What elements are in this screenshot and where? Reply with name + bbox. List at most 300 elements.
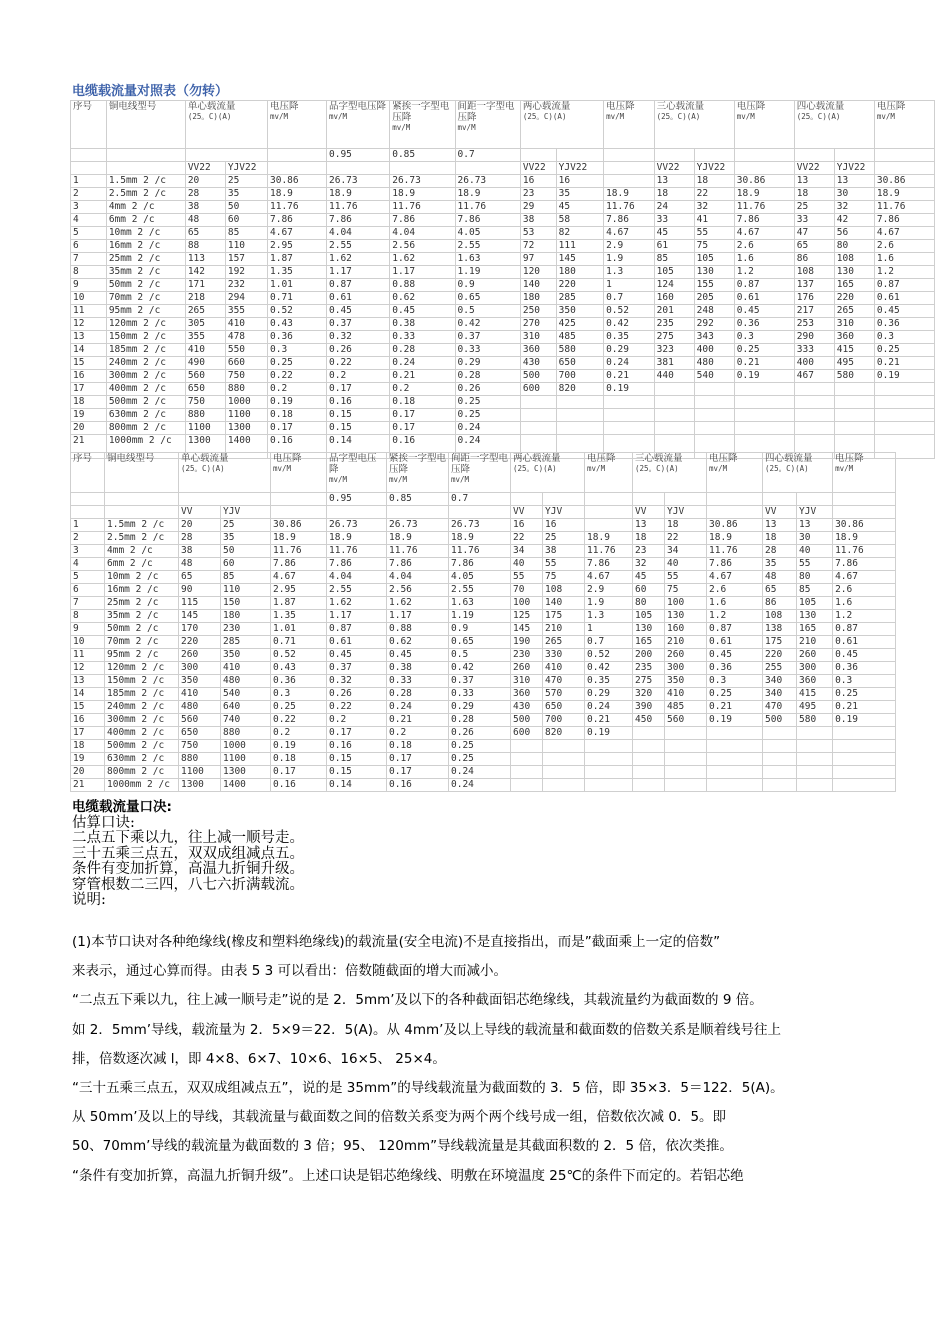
table-cell: 18.9 [833, 532, 896, 545]
table-cell: 0.25 [707, 688, 763, 701]
table-cell: 130 [633, 623, 665, 636]
table-cell: 1.63 [449, 597, 511, 610]
table-cell: 0.45 [734, 305, 794, 318]
table-cell: 11.76 [833, 545, 896, 558]
table-row [71, 279, 935, 292]
table-cell: 21 [71, 779, 105, 792]
table-cell: 185mm 2 /c [106, 344, 185, 357]
table-cell: 0.17 [327, 727, 387, 740]
table-cell: 41 [694, 214, 734, 227]
table-cell: 232 [225, 279, 267, 292]
table-cell: 30.86 [833, 519, 896, 532]
table-cell: 0.26 [327, 688, 387, 701]
table-cell: 0.95 [327, 493, 387, 506]
table-row [71, 422, 935, 435]
table-cell: 0.36 [707, 662, 763, 675]
table-cell: 3 [71, 201, 107, 214]
table-cell: 0.28 [387, 688, 449, 701]
table-cell: 50mm 2 /c [105, 623, 179, 636]
table-cell: 200 [633, 649, 665, 662]
table-cell: 0.3 [707, 675, 763, 688]
table-cell: 7.86 [327, 214, 390, 227]
table-cell: 1 [71, 175, 107, 188]
table-cell [694, 409, 734, 422]
table-cell: 820 [543, 727, 585, 740]
table-cell: 20 [71, 766, 105, 779]
table-cell: 30.86 [271, 519, 327, 532]
table-cell: 35 [221, 532, 271, 545]
table-cell [604, 409, 655, 422]
table-cell: 1.63 [455, 253, 520, 266]
table-row [71, 597, 896, 610]
table-cell: 18.9 [604, 188, 655, 201]
table-cell: 0.3 [271, 688, 327, 701]
table-cell: 140 [543, 597, 585, 610]
table-cell: 0.21 [707, 701, 763, 714]
table-cell: 115 [179, 597, 221, 610]
table-cell [763, 779, 797, 792]
table-cell: 210 [797, 636, 833, 649]
table-cell: 0.28 [449, 714, 511, 727]
table-cell: 72 [520, 240, 556, 253]
table-cell: 0.9 [455, 279, 520, 292]
table-cell: 0.26 [455, 383, 520, 396]
table-cell [707, 753, 763, 766]
table-cell: 26.73 [387, 519, 449, 532]
table-cell: 250 [520, 305, 556, 318]
header-gap: 间距一字型电压降 mv/M [449, 453, 511, 493]
table-cell: 0.85 [390, 149, 455, 162]
table-cell: 85 [654, 253, 694, 266]
header-four-vdrop: 电压降 mv/M [833, 453, 896, 493]
table-cell: 600 [511, 727, 543, 740]
table-cell: 38 [179, 545, 221, 558]
table-cell: 294 [225, 292, 267, 305]
table-cell: 560 [179, 714, 221, 727]
table-cell [654, 383, 694, 396]
table-cell [763, 493, 797, 506]
table-cell: 0.71 [271, 636, 327, 649]
table-cell: 0.9 [449, 623, 511, 636]
table-cell [874, 149, 934, 162]
table-cell: 22 [665, 532, 707, 545]
table-cell: 0.37 [327, 662, 387, 675]
table-cell: 300mm 2 /c [106, 370, 185, 383]
table-cell: 415 [834, 344, 874, 357]
table-cell: 0.42 [455, 318, 520, 331]
table-row [71, 409, 935, 422]
table-cell: 700 [556, 370, 603, 383]
table-cell: 218 [185, 292, 225, 305]
table-cell: 1300 [221, 766, 271, 779]
table-cell: 1 [585, 623, 633, 636]
table-cell: 22 [694, 188, 734, 201]
table-cell [833, 506, 896, 519]
table-cell: 145 [556, 253, 603, 266]
table-cell: 16 [71, 714, 105, 727]
table-cell: 0.18 [387, 740, 449, 753]
table-cell: 7.86 [271, 558, 327, 571]
table-cell: 1.6 [874, 253, 934, 266]
table-row [71, 675, 896, 688]
paragraph-line: 排，倍数逐次减 l，即 4×8、6×7、10×6、16×5、 25×4。 [72, 1050, 446, 1067]
table-cell: 500 [511, 714, 543, 727]
table-cell: 0.52 [271, 649, 327, 662]
table-cell: 160 [654, 292, 694, 305]
table-cell: 0.24 [455, 422, 520, 435]
table-cell: VV22 [654, 162, 694, 175]
table-cell: 1.01 [271, 623, 327, 636]
table-cell: 18 [71, 396, 107, 409]
table-cell: 340 [763, 675, 797, 688]
table-cell: 2.5mm 2 /c [105, 532, 179, 545]
table-cell [763, 753, 797, 766]
table-cell: 0.61 [874, 292, 934, 305]
table-cell: 1100 [221, 753, 271, 766]
table-cell: 0.19 [271, 740, 327, 753]
table-cell: 485 [665, 701, 707, 714]
table-cell [268, 149, 327, 162]
table-row [71, 532, 896, 545]
table-cell: 480 [179, 701, 221, 714]
table-cell: YJV [543, 506, 585, 519]
table-cell: 1.2 [874, 266, 934, 279]
table-cell: 175 [543, 610, 585, 623]
table-cell: 570 [543, 688, 585, 701]
table-cell: 0.14 [327, 779, 387, 792]
table-cell [604, 149, 655, 162]
table-cell: 0.2 [387, 727, 449, 740]
table-row [71, 701, 896, 714]
table-cell: 0.36 [833, 662, 896, 675]
table-cell [734, 422, 794, 435]
table-cell [665, 740, 707, 753]
table-cell: 1000mm 2 /c [105, 779, 179, 792]
table-cell: 333 [794, 344, 834, 357]
table-cell: 22 [511, 532, 543, 545]
table-cell: 300 [179, 662, 221, 675]
table-cell: 630mm 2 /c [105, 753, 179, 766]
formula-line: 条件有变加折算，高温九折铜升级。 [72, 861, 304, 877]
table-cell: 33 [794, 214, 834, 227]
table-cell: 265 [543, 636, 585, 649]
table-cell: 0.17 [390, 422, 455, 435]
paragraph-line: “条件有变加折算，高温九折铜升级”。上述口诀是铝芯绝缘线、明敷在环境温度 25℃的条件下而定的。若铝芯绝 [72, 1167, 744, 1184]
table-cell: 55 [665, 571, 707, 584]
table-cell: 34 [665, 545, 707, 558]
table-cell: 0.25 [268, 357, 327, 370]
table-cell: 14 [71, 688, 105, 701]
table-cell: 0.3 [268, 344, 327, 357]
table-cell: 235 [633, 662, 665, 675]
coefficient-row [71, 149, 935, 162]
table-cell: 430 [520, 357, 556, 370]
table-cell: 25mm 2 /c [105, 597, 179, 610]
table-cell: 2.6 [874, 240, 934, 253]
table-cell: 0.52 [585, 649, 633, 662]
table-cell: 7.86 [833, 558, 896, 571]
table-cell: 100 [665, 597, 707, 610]
table-cell: 425 [556, 318, 603, 331]
table-cell: 500 [763, 714, 797, 727]
table-cell: 11 [71, 305, 107, 318]
table-cell [694, 383, 734, 396]
table-cell: 16 [511, 519, 543, 532]
table-cell [556, 396, 603, 409]
table-cell: 1.87 [268, 253, 327, 266]
table-cell: 2.55 [327, 240, 390, 253]
table-cell [511, 779, 543, 792]
table-cell: 24 [654, 201, 694, 214]
table-cell [585, 740, 633, 753]
formula-line: 估算口诀: [72, 814, 135, 831]
table-cell: 85 [221, 571, 271, 584]
table-cell: 0.52 [268, 305, 327, 318]
table-cell: 350 [221, 649, 271, 662]
table-cell: 360 [520, 344, 556, 357]
table-cell: 120 [520, 266, 556, 279]
table-cell: 0.16 [390, 435, 455, 459]
table-cell [874, 162, 934, 175]
table-cell: 0.87 [833, 623, 896, 636]
table-cell [585, 506, 633, 519]
table-cell: 56 [834, 227, 874, 240]
table-cell: 0.87 [707, 623, 763, 636]
table-cell: 1.62 [390, 253, 455, 266]
header-seq: 序号 [71, 101, 107, 149]
table-cell: 360 [834, 331, 874, 344]
table-cell: 3 [71, 545, 105, 558]
table-cell: 660 [225, 357, 267, 370]
table-cell [520, 422, 556, 435]
table-cell [604, 422, 655, 435]
table-cell: 2.55 [449, 584, 511, 597]
table-cell [556, 422, 603, 435]
table-cell: 0.7 [585, 636, 633, 649]
table-cell: 30 [797, 532, 833, 545]
table-cell: 30.86 [707, 519, 763, 532]
table-cell: 580 [834, 370, 874, 383]
table-cell: 410 [185, 344, 225, 357]
coefficient-row [71, 493, 896, 506]
table-cell: 360 [511, 688, 543, 701]
table-cell: 4.67 [707, 571, 763, 584]
table-cell: 140 [520, 279, 556, 292]
table-cell: 16 [556, 175, 603, 188]
table-cell: 0.16 [268, 435, 327, 459]
table-cell [585, 493, 633, 506]
table-cell: 470 [763, 701, 797, 714]
table-cell: 35mm 2 /c [106, 266, 185, 279]
table-cell [797, 740, 833, 753]
table-cell: 205 [694, 292, 734, 305]
table-cell: 25 [543, 532, 585, 545]
table-cell: 130 [665, 610, 707, 623]
table-cell: 0.21 [734, 357, 794, 370]
table-cell: 11.76 [585, 545, 633, 558]
table-cell: 0.28 [455, 370, 520, 383]
table-cell: 0.7 [455, 149, 520, 162]
table-cell: 38 [543, 545, 585, 558]
table-cell: 0.17 [390, 409, 455, 422]
table-cell [707, 740, 763, 753]
table-cell: 0.37 [455, 331, 520, 344]
table-cell: 0.65 [449, 636, 511, 649]
table-cell: 75 [665, 584, 707, 597]
table-cell: 1400 [221, 779, 271, 792]
table-cell: 4.67 [585, 571, 633, 584]
table-cell: 1.2 [833, 610, 896, 623]
table-cell [633, 493, 665, 506]
table-cell [734, 162, 794, 175]
table-cell: 820 [556, 383, 603, 396]
table-cell: 0.25 [449, 740, 511, 753]
table-cell: 0.5 [449, 649, 511, 662]
table-cell: 0.19 [604, 383, 655, 396]
table-cell: 4.67 [833, 571, 896, 584]
table-row [71, 266, 935, 279]
table-cell: 248 [694, 305, 734, 318]
table-cell [797, 779, 833, 792]
table-cell: 7.86 [268, 214, 327, 227]
table-cell [71, 149, 107, 162]
table-cell [874, 409, 934, 422]
table-cell: 350 [179, 675, 221, 688]
table-row [71, 753, 896, 766]
table-cell: 65 [179, 571, 221, 584]
table-cell: 500mm 2 /c [106, 396, 185, 409]
table-cell: 85 [797, 584, 833, 597]
table-cell: 355 [225, 305, 267, 318]
table-cell [327, 506, 387, 519]
table-cell: 0.61 [327, 636, 387, 649]
table-cell: 1.9 [604, 253, 655, 266]
table-cell [585, 519, 633, 532]
table-cell: 150mm 2 /c [106, 331, 185, 344]
table-cell: 220 [556, 279, 603, 292]
table-cell: 7.86 [390, 214, 455, 227]
table-cell: 220 [834, 292, 874, 305]
table-cell: 1100 [185, 422, 225, 435]
table-row [71, 253, 935, 266]
table-cell: 86 [794, 253, 834, 266]
table-cell: 0.26 [327, 344, 390, 357]
table-cell: 26.73 [327, 175, 390, 188]
table-cell [520, 409, 556, 422]
table-cell: 7.86 [387, 558, 449, 571]
table-cell: 7 [71, 253, 107, 266]
table-cell [71, 506, 105, 519]
table-cell: 70 [511, 584, 543, 597]
table-cell: 20 [185, 175, 225, 188]
table-cell: 700 [543, 714, 585, 727]
table-cell [833, 740, 896, 753]
table-cell: 85 [225, 227, 267, 240]
table-cell: 18 [633, 532, 665, 545]
table-cell: 0.21 [833, 701, 896, 714]
table-cell: 0.61 [833, 636, 896, 649]
table-cell: 137 [794, 279, 834, 292]
table-cell: 26.73 [327, 519, 387, 532]
table-cell: 1000 [221, 740, 271, 753]
table-row [71, 779, 896, 792]
table-cell: 0.24 [449, 766, 511, 779]
table-cell: 0.36 [268, 331, 327, 344]
table-cell: 1300 [185, 435, 225, 459]
table-cell: 0.3 [833, 675, 896, 688]
table-cell [734, 149, 794, 162]
table-cell: 10 [71, 636, 105, 649]
table-cell: 110 [221, 584, 271, 597]
table-cell: 320 [633, 688, 665, 701]
table-cell: 0.29 [604, 344, 655, 357]
table-cell: 650 [185, 383, 225, 396]
table-cell: 50mm 2 /c [106, 279, 185, 292]
table-cell: 1.6 [707, 597, 763, 610]
table-cell: 235 [654, 318, 694, 331]
table-cell: 18.9 [449, 532, 511, 545]
table-cell: 75 [543, 571, 585, 584]
table-cell: 108 [763, 610, 797, 623]
table-cell: 2 [71, 188, 107, 201]
table-row [71, 610, 896, 623]
table-cell [694, 149, 734, 162]
table-cell: 82 [556, 227, 603, 240]
table-cell: 7.86 [604, 214, 655, 227]
table-cell: 0.21 [390, 370, 455, 383]
table-cell: 40 [797, 545, 833, 558]
table-cell: 1300 [225, 422, 267, 435]
table-cell: 32 [633, 558, 665, 571]
paragraph-line: 50、70mm’导线的载流量为截面数的 3 倍；95、 120mm”导线载流量是其截面积数的 2．5 倍，依次类推。 [72, 1138, 733, 1155]
table-cell: 4.67 [734, 227, 794, 240]
table-cell: 360 [797, 675, 833, 688]
table-cell: 0.37 [449, 675, 511, 688]
table-cell: 0.25 [449, 753, 511, 766]
table-cell: 2.95 [271, 584, 327, 597]
paragraph-line: 从 50mm’及以上的导线，其载流量与截面数之间的倍数关系变为两个两个线号成一组，倍数依次减 0．5。即 [72, 1109, 727, 1126]
table-cell: 2.55 [455, 240, 520, 253]
table-cell [834, 383, 874, 396]
formula-line: 三十五乘三点五，双双成组减点五。 [72, 845, 304, 862]
table-cell: 230 [221, 623, 271, 636]
table-cell: 240mm 2 /c [105, 701, 179, 714]
table-cell: 0.21 [387, 714, 449, 727]
table-cell: 108 [834, 253, 874, 266]
table-cell: 800mm 2 /c [106, 422, 185, 435]
table-cell: 0.87 [874, 279, 934, 292]
table-cell: 13 [71, 675, 105, 688]
table-cell: 12 [71, 318, 107, 331]
table-cell: 650 [543, 701, 585, 714]
table-row [71, 318, 935, 331]
table-cell: 0.87 [734, 279, 794, 292]
table-cell: 35 [556, 188, 603, 201]
table-cell: 1.17 [390, 266, 455, 279]
table-cell: 33 [654, 214, 694, 227]
table-cell: 1.35 [271, 610, 327, 623]
table-cell: 1.5mm 2 /c [106, 175, 185, 188]
table-cell: 350 [665, 675, 707, 688]
table-row [71, 649, 896, 662]
table-cell: 500mm 2 /c [105, 740, 179, 753]
header-vdrop: 电压降 mv/M [271, 453, 327, 493]
table-cell: 480 [694, 357, 734, 370]
table-cell: 18.9 [327, 188, 390, 201]
header-four: 四心载流量 (25。C)(A) [763, 453, 833, 493]
table-cell [763, 766, 797, 779]
table-cell [794, 396, 834, 409]
